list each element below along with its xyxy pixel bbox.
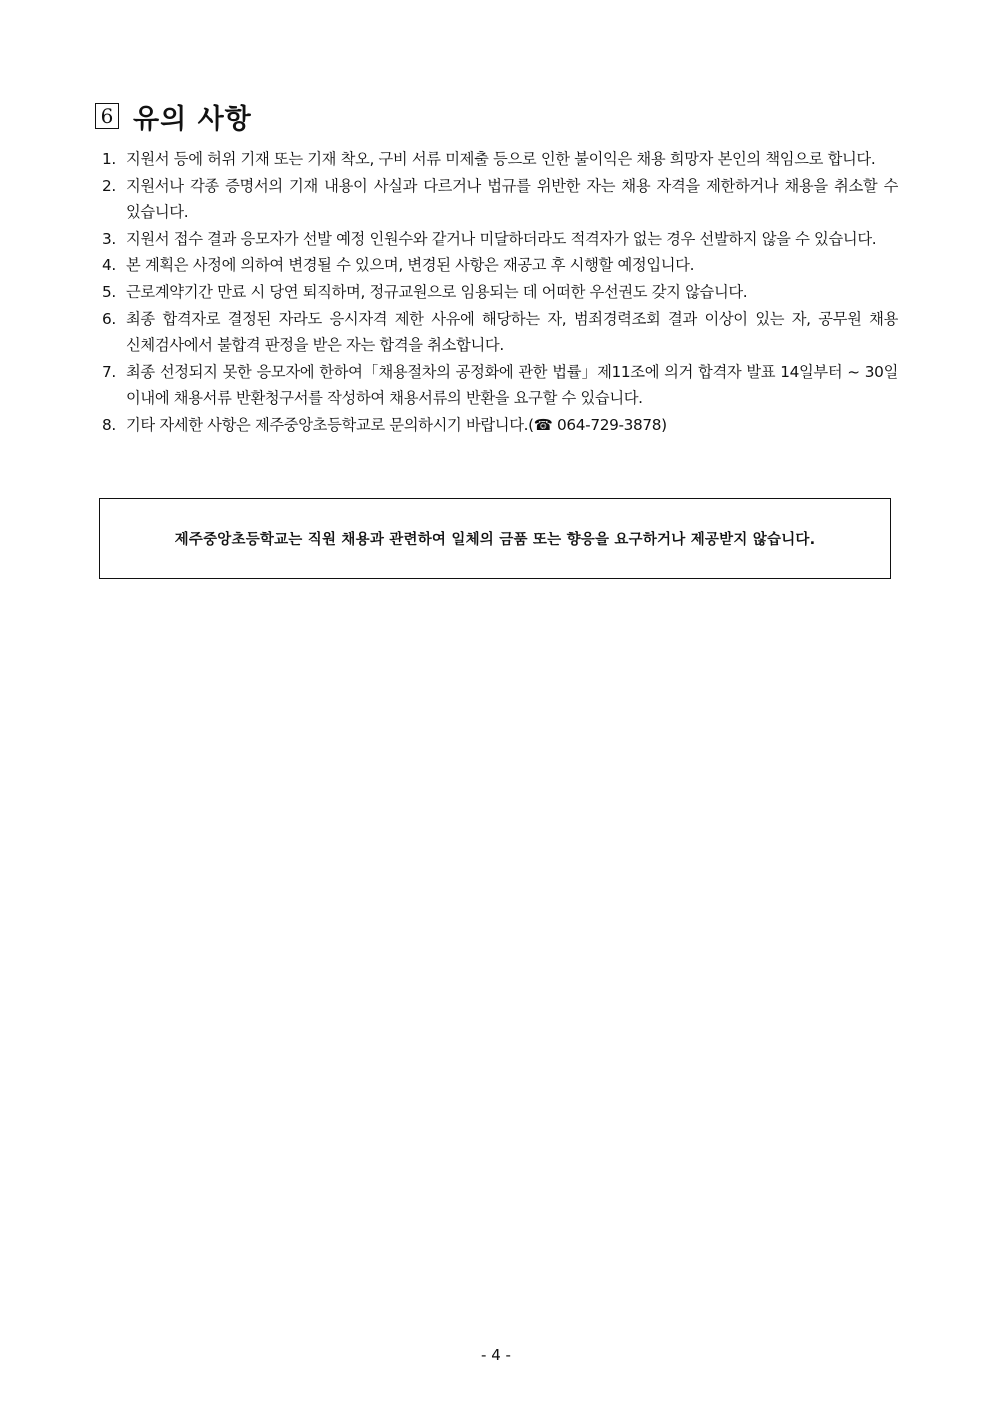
notice-text: 최종 합격자로 결정된 자라도 응시자격 제한 사유에 해당하는 자, 범죄경력조회 결과 이상이 있는 자, 공무원 채용 신체검사에서 불합격 판정을 받은 자는 합격을 취소합니다. [126, 309, 898, 355]
notice-number: 1. [102, 150, 116, 168]
notice-item-1 [102, 146, 898, 173]
notice-number: 3. [102, 229, 116, 248]
section-number-box: 6 [95, 103, 119, 129]
notice-number: 2. [102, 176, 116, 195]
notice-number: 7. [102, 362, 116, 381]
notice-number: 6. [102, 309, 116, 328]
section-title: 유의 사항 [133, 103, 252, 135]
notice-item-3 [102, 226, 898, 253]
notice-text: 지원서 등에 허위 기재 또는 기재 착오, 구비 서류 미제출 등으로 인한 불이익은 채용 희망자 본인의 책임으로 합니다. [126, 150, 876, 168]
notice-item-8 [102, 412, 898, 439]
notice-number: 8. [102, 415, 116, 434]
notice-text: 최종 선정되지 못한 응모자에 한하여「채용절차의 공정화에 관한 법률」제11조에 의거 합격자 발표 14일부터 ~ 30일 이내에 채용서류 반환청구서를 작성하여 채용서류의 반환을 요구할 수 있습니다. [126, 362, 898, 408]
notice-text: 근로계약기간 만료 시 당연 퇴직하며, 정규교원으로 임용되는 데 어떠한 우선권도 갖지 않습니다. [126, 282, 748, 301]
notice-text: 지원서나 각종 증명서의 기재 내용이 사실과 다르거나 법규를 위반한 자는 채용 자격을 제한하거나 채용을 취소할 수 있습니다. [126, 176, 898, 222]
integrity-notice-text: 제주중앙초등학교는 직원 채용과 관련하여 일체의 금품 또는 향응을 요구하거나 제공받지 않습니다. [174, 532, 816, 548]
notice-text: 본 계획은 사정에 의하여 변경될 수 있으며, 변경된 사항은 재공고 후 시행할 예정입니다. [126, 256, 695, 275]
notice-list [102, 146, 898, 439]
notice-item-5 [102, 279, 898, 306]
notice-number: 4. [102, 256, 116, 275]
notice-item-7 [102, 359, 898, 412]
notice-text: 지원서 접수 결과 응모자가 선발 예정 인원수와 같거나 미달하더라도 적격자가 없는 경우 선발하지 않을 수 있습니다. [126, 229, 877, 248]
notice-number: 5. [102, 282, 116, 301]
page-number: - 4 - [481, 1346, 511, 1364]
notice-item-6 [102, 306, 898, 359]
integrity-notice-box [99, 498, 891, 579]
section-heading [95, 98, 252, 134]
notice-item-2 [102, 173, 898, 226]
notice-text: 기타 자세한 사항은 제주중앙초등학교로 문의하시기 바랍니다.(☎ 064-729-3878) [126, 415, 667, 434]
notice-item-4 [102, 252, 898, 279]
